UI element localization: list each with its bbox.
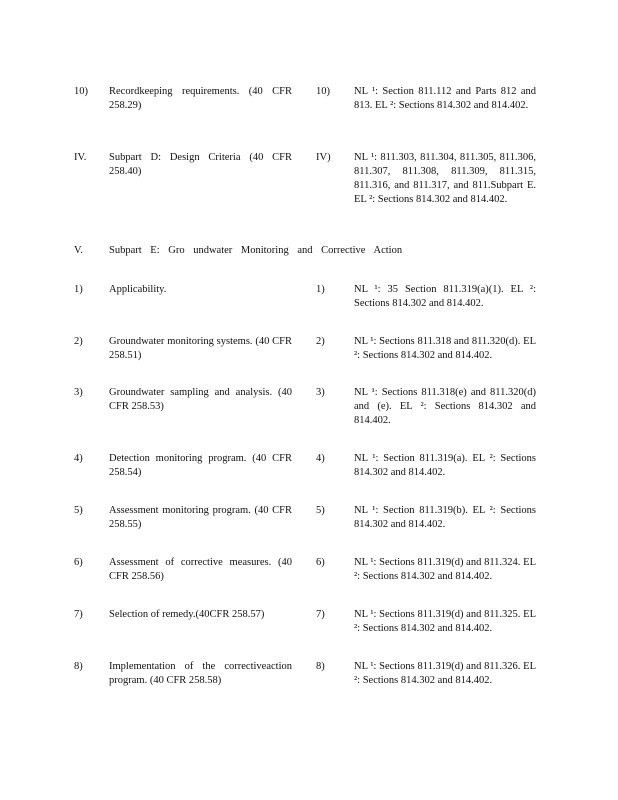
regulation-reference: NL ¹: 35 Section 811.319(a)(1). EL ²: Sections 814.302 and 814.402. — [354, 284, 536, 309]
item-description: Groundwater sampling and analysis. (40 CFR 258.53) — [109, 387, 292, 412]
item-description: Detection monitoring program. (40 CFR 258.54) — [109, 453, 292, 478]
item-number: 3) — [74, 387, 83, 398]
item-number: IV. — [74, 152, 87, 163]
regulation-reference: NL ¹: Sections 811.319(d) and 811.326. EL ²: Sections 814.302 and 814.402. — [354, 661, 536, 686]
item-number: 6) — [74, 557, 83, 568]
regulation-reference: NL ¹: Sections 811.318 and 811.320(d). EL ²: Sections 814.302 and 814.402. — [354, 336, 536, 361]
item-description: Subpart D: Design Criteria (40 CFR 258.40) — [109, 152, 292, 177]
reference-number: IV) — [316, 152, 331, 163]
reference-number: 3) — [316, 387, 325, 398]
regulation-reference: NL ¹: Section 811.112 and Parts 812 and 813. EL ²: Sections 814.302 and 814.402. — [354, 86, 536, 111]
item-number: 5) — [74, 505, 83, 516]
reference-number: 4) — [316, 453, 325, 464]
item-number: 8) — [74, 661, 83, 672]
item-description: Groundwater monitoring systems. (40 CFR 258.51) — [109, 336, 292, 361]
regulation-reference: NL ¹: 811.303, 811.304, 811.305, 811.306, 811.307, 811.308, 811.309, 811.315, 811.316, and 811.317, and 811.Subpart E. EL ²: Sections 814.302 and 814.402. — [354, 152, 536, 205]
regulation-reference: NL ¹: Section 811.319(a). EL ²: Sections 814.302 and 814.402. — [354, 453, 536, 478]
item-description: Recordkeeping requirements. (40 CFR 258.29) — [109, 86, 292, 111]
reference-number: 10) — [316, 86, 330, 97]
reference-number: 5) — [316, 505, 325, 516]
regulation-reference: NL ¹: Sections 811.318(e) and 811.320(d) and (e). EL ²: Sections 814.302 and 814.402. — [354, 387, 536, 426]
regulation-reference: NL ¹: Sections 811.319(d) and 811.324. EL ²: Sections 814.302 and 814.402. — [354, 557, 536, 582]
reference-number: 7) — [316, 609, 325, 620]
item-number: 4) — [74, 453, 83, 464]
item-number: 10) — [74, 86, 88, 97]
item-number: 2) — [74, 336, 83, 347]
regulation-reference: NL ¹: Section 811.319(b). EL ²: Sections 814.302 and 814.402. — [354, 505, 536, 530]
reference-number: 6) — [316, 557, 325, 568]
item-number: 7) — [74, 609, 83, 620]
reference-number: 8) — [316, 661, 325, 672]
item-description: Selection of remedy.(40CFR 258.57) — [109, 609, 265, 620]
section-title: Subpart E: Gro undwater Monitoring and Corrective Action — [109, 245, 403, 256]
reference-number: 1) — [316, 284, 325, 295]
regulation-reference: NL ¹: Sections 811.319(d) and 811.325. EL ²: Sections 814.302 and 814.402. — [354, 609, 536, 634]
item-description: Assessment of corrective measures. (40 CFR 258.56) — [109, 557, 292, 582]
item-description: Applicability. — [109, 284, 167, 295]
item-number: 1) — [74, 284, 83, 295]
item-description: Assessment monitoring program. (40 CFR 258.55) — [109, 505, 292, 530]
reference-number: 2) — [316, 336, 325, 347]
item-description: Implementation of the correctiveaction program. (40 CFR 258.58) — [109, 661, 292, 686]
section-number: V. — [74, 245, 83, 256]
